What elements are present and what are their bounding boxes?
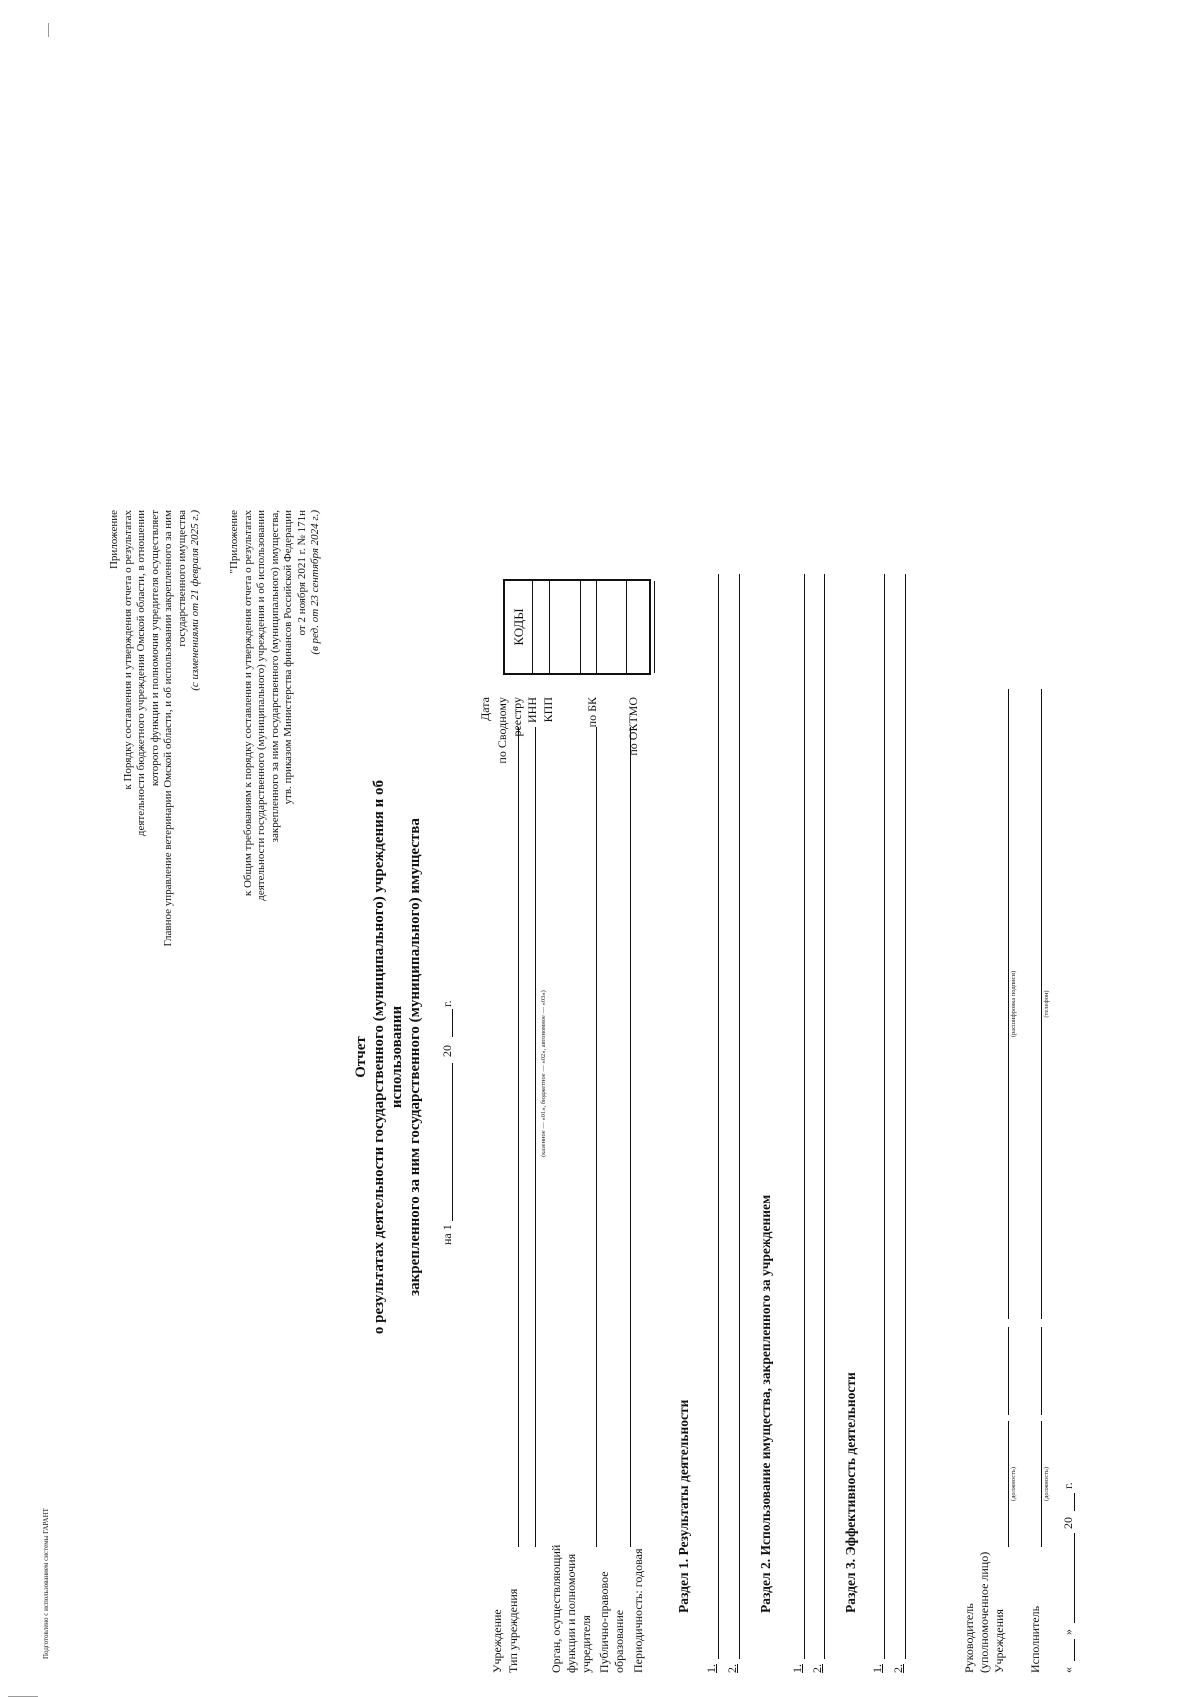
report-date-prefix: на 1 bbox=[440, 1224, 454, 1245]
page-title: Отчет о результатах деятельности государственного (муниципального) учреждения и об использовании закрепленного за ним государственного (муниципального) имущества bbox=[353, 779, 423, 1335]
sign-date-suffix: г. bbox=[1061, 1482, 1075, 1489]
header-appendix-1: Приложение к Порядку составления и утверждения отчета о результатах деятельности бюджетного учреждения Омской области, в отношении которого функции и полномочия учредителя осуществляет Главное управление ветеринарии Омской области, и об использовании закрепленного за ним государственного имущества (с изменениями от 21 февраля 2025 г.) bbox=[108, 510, 201, 947]
label-periodicity: Периодичность: годовая bbox=[631, 1548, 645, 1673]
sign-date-open-quote: « bbox=[1061, 1667, 1075, 1673]
label-public-entity: Публично-правовое образование bbox=[597, 1571, 626, 1673]
head-signature-line[interactable] bbox=[1008, 1327, 1009, 1415]
report-date-suffix: г. bbox=[440, 1000, 454, 1007]
section-2-item-2: 2. bbox=[810, 1664, 824, 1673]
scan-edge-mark bbox=[48, 23, 49, 37]
head-decode-caption: (расшифровка подписи) bbox=[1010, 970, 1017, 1038]
sign-month-blank[interactable] bbox=[1074, 1533, 1075, 1623]
section-1-item-2: 2. bbox=[725, 1664, 739, 1673]
report-date-year: 20 bbox=[440, 1045, 454, 1057]
code-cell-date[interactable] bbox=[532, 581, 549, 673]
section-2-line-1[interactable] bbox=[804, 574, 805, 1659]
watermark-text: Подготовлено с использованием системы ГАРАНТ bbox=[42, 1508, 50, 1659]
codes-header: КОДЫ bbox=[511, 608, 526, 646]
sign-date-close-quote: » bbox=[1061, 1629, 1075, 1635]
head-position-caption: (должность) bbox=[1010, 1466, 1017, 1502]
label-executor: Исполнитель bbox=[1028, 1605, 1042, 1673]
section-1-title: Раздел 1. Результаты деятельности bbox=[676, 1399, 691, 1613]
label-institution: Учреждение bbox=[490, 1609, 504, 1673]
head-position-line[interactable] bbox=[1008, 1421, 1009, 1547]
code-cell-inn[interactable] bbox=[580, 581, 596, 673]
rotated-page: Подготовлено с использованием системы ГАРАНТ Приложение к Порядку составления и утверждения отчета о результатах деятельности бюджетного учреждения Омской области, в отношении которого функции и полномочия учредителя осуществляет Главное управление ветеринарии Омской области, и об использовании закрепленного за ним государственного имущества (с изменениями от 21 февраля 2025 г.) "Приложение к Общим требованиям к порядку составления и утверждения отчета о результатах деятельности государственного (муниципального) учреждения и об использовании закрепленного за ним государственного (муниципального) имущества, утв. приказом Министерства финансов Российской Федерации от 2 ноября 2021 г. № 171н (в ред. от 23 сентября 2024 г.) Отчет о результатах деятельности государственного (муниципального) учреждения и об использовании закрепленного за ним государственного (муниципального) имущества на 1 20 г. Учреждение Тип учреждения (казенное — «01», бюджетное — «02», автономное — «03») Орган, осуществляющий функции и полномочия учредителя Публично-правовое образование Периодичность: годовая Дата по Сводному реестру ИНН КПП по БК по ОКТМО КОДЫ Раздел 1. Результаты деятельности 1. 2. Раздел 2. Использование имущества, закрепленного за учреждением 1. 2. Раздел 3. Эффективность деятельности 1. 2. Руководитель (уполномоченное лицо) Учреждения (должность) (расшифровка подписи) Исполнитель (должность) (телефон) « » 20 г. bbox=[0, 0, 1200, 1697]
section-1-item-1: 1. bbox=[704, 1664, 718, 1673]
label-institution-type: Тип учреждения bbox=[506, 1588, 520, 1673]
executor-phone-caption: (телефон) bbox=[1043, 990, 1050, 1018]
header-appendix-2: "Приложение к Общим требованиям к порядку составления и утверждения отчета о результатах деятельности государственного (муниципального) учреждения и об использовании закрепленного за ним государственного (муниципального) имущества, утв. приказом Министерства финансов Российской Федерации от 2 ноября 2021 г. № 171н (в ред. от 23 сентября 2024 г.) bbox=[228, 510, 321, 901]
executor-phone-line[interactable] bbox=[1041, 689, 1042, 1319]
section-3-item-2: 2. bbox=[891, 1664, 905, 1673]
sign-date-year: 20 bbox=[1061, 1517, 1075, 1529]
section-2-title: Раздел 2. Использование имущества, закрепленного за учреждением bbox=[758, 1194, 773, 1613]
section-3-item-1: 1. bbox=[870, 1664, 884, 1673]
institution-type-hint: (казенное — «01», бюджетное — «02», автономное — «03») bbox=[540, 990, 547, 1157]
executor-position-line[interactable] bbox=[1041, 1421, 1042, 1547]
line-institution bbox=[518, 727, 519, 1547]
line-public-entity bbox=[630, 727, 631, 1547]
code-cell-kpp[interactable] bbox=[596, 581, 626, 673]
line-institution-type bbox=[535, 727, 536, 1547]
executor-position-caption: (должность) bbox=[1043, 1466, 1050, 1502]
section-2-line-2[interactable] bbox=[824, 574, 825, 1659]
sign-year-blank[interactable] bbox=[1074, 1493, 1075, 1511]
code-cell-oktmo[interactable] bbox=[654, 581, 655, 673]
section-3-title: Раздел 3. Эффективность деятельности bbox=[843, 1372, 858, 1613]
section-3-line-1[interactable] bbox=[884, 574, 885, 1659]
executor-name-line[interactable] bbox=[1041, 1327, 1042, 1415]
section-1-line-1[interactable] bbox=[718, 574, 719, 1659]
section-1-line-2[interactable] bbox=[739, 574, 740, 1659]
line-authority bbox=[596, 727, 597, 1547]
section-2-item-1: 1. bbox=[790, 1664, 804, 1673]
code-cell-bk[interactable] bbox=[626, 581, 654, 673]
code-cell-registry[interactable] bbox=[549, 581, 580, 673]
sign-day-blank[interactable] bbox=[1074, 1639, 1075, 1661]
codes-box bbox=[503, 579, 651, 675]
head-decode-line[interactable] bbox=[1008, 689, 1009, 1319]
section-3-line-2[interactable] bbox=[905, 574, 906, 1659]
label-authority: Орган, осуществляющий функции и полномочия учредителя bbox=[549, 1544, 593, 1673]
report-year-blank bbox=[452, 1009, 453, 1037]
report-date-blank bbox=[452, 1063, 453, 1221]
label-head: Руководитель (уполномоченное лицо) Учреждения bbox=[962, 1551, 1006, 1673]
